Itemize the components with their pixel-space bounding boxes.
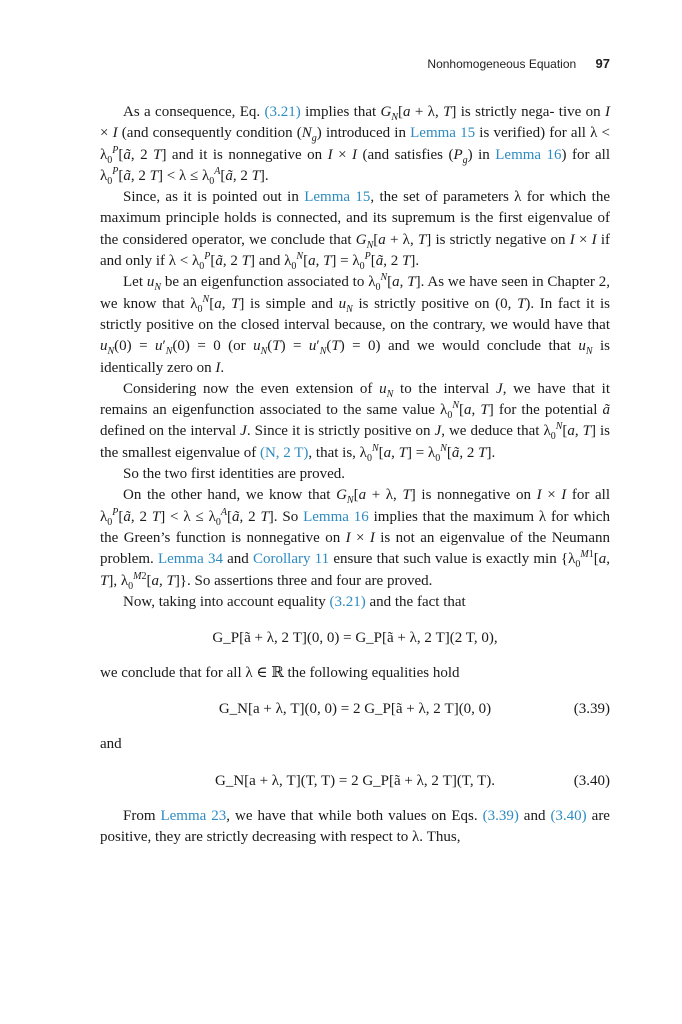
lemma-16-link-2[interactable]: Lemma 16	[303, 508, 369, 525]
equation-3-40-body: G_N[a + λ, T](T, T) = 2 G_P[ã + λ, 2 T](T, T).	[215, 772, 495, 789]
paragraph-9: From Lemma 23, we have that while both values on Eqs. (3.39) and (3.40) are positive, they are strictly decreasing with respect to λ. Thus,	[100, 807, 610, 846]
lemma-34-link[interactable]: Lemma 34	[157, 551, 223, 568]
paragraph-2: Since, as it is pointed out in Lemma 15, the set of parameters λ for which the maximum principle holds is connected, and its supremum is the first eigenvalue of the considered operator, we conclude that $G_N[a + \lambda$, T] is strictly negative on I × I if and only if $\lambda < \lambda_0^P[ã$, 2 T] and $\lambda_0^N[a$, $T] = \lambda_0^P[ã$, 2 T].	[100, 189, 610, 273]
running-header	[100, 56, 610, 71]
running-title: Nonhomogeneous Equation	[427, 57, 577, 71]
eq-3-21-link-2[interactable]: (3.21)	[329, 593, 366, 610]
paragraph-3: Let $u_N$ be an eigenfunction associated to $\lambda_0^N[a$, T]. As we have seen in Chapter 2, we know that $\lambda_0^N[a$, T] is simple and $u_N$ is strictly positive on (0, T). In fact it is strictly positive on the closed interval because, on the contrary, we would have that $u_N(0) = u'_N(0) = 0$ (or $u_N(T) = u'_N(T) = 0$) and we would conclude that $u_N$ is identically zero on I.	[100, 272, 611, 376]
lemma-15-link[interactable]: Lemma 15	[410, 125, 476, 142]
paragraph-5: So the two first identities are proved.	[123, 466, 346, 483]
paragraph-4: Considering now the even extension of $u_N$ to the interval J, we have that it remains an eigenfunction associated to the same value $\lambda_0^N[a$, T] for the potential ã defined on the interval J. Since it is strictly positive on J, we deduce that $\lambda_0^N[a$, T] is the smallest eigenvalue of (N, 2 T), that is, $\lambda_0^N[a$, $T] = \lambda_0^N[ã$, 2 T].	[100, 380, 611, 464]
corollary-11-link[interactable]: Corollary 11	[253, 551, 330, 568]
page-number: 97	[595, 56, 610, 71]
lemma-16-link[interactable]: Lemma 16	[495, 146, 562, 163]
page-body	[100, 102, 610, 848]
eq-3-21-link[interactable]: (3.21)	[264, 104, 301, 120]
paragraph-6: On the other hand, we know that $G_N[a + \lambda$, T] is nonnegative on I × I for all $\lambda_0^P[ã$, 2 $T] < \lambda \le \lambda_0^A[ã$, 2 T]. So Lemma 16 implies that the maximum λ for which the Green’s function is nonnegative on I × I is not an eigenvalue of the Neumann problem. Lemma 34 and Corollary 11 ensure that such value is exactly $\min \{\lambda_0^{M1}[a$, T], $\lambda_0^{M2}[a$, T]}. So assertions three and four are proved.	[100, 487, 611, 592]
eq-3-40-link[interactable]: (3.40)	[550, 807, 587, 824]
paragraph-8: we conclude that for all λ ∈ ℝ the following equalities hold	[100, 665, 460, 682]
equation-gp: G_P[ã + λ, 2 T](0, 0) = G_P[ã + λ, 2 T](2 T, 0),	[212, 630, 498, 647]
eq-3-39-link[interactable]: (3.39)	[482, 807, 519, 824]
equation-3-40-number: (3.40)	[573, 772, 610, 789]
paragraph-and: and	[100, 736, 122, 753]
lemma-23-link[interactable]: Lemma 23	[160, 807, 227, 824]
n-2t-link[interactable]: (N, 2 T)	[259, 444, 309, 461]
paragraph-1: As a consequence, Eq. (3.21) implies that $G_N[a + \lambda$, T] is strictly nega- tive on I × I (and consequently condition $(N_g)$ introduced in Lemma 15 is verified) for all $\lambda < \lambda_0^P[ã$, 2 T] and it is nonnegative on I × I (and satisfies $(P_g)$ in Lemma 16) for all $\lambda_0^P[ã$, 2 $T] < \lambda \le \lambda_0^A[ã$, 2 T].	[100, 104, 610, 187]
paragraph-7: Now, taking into account equality (3.21) and the fact that	[123, 593, 466, 610]
equation-3-40	[100, 770, 610, 792]
equation-3-39-body: G_N[a + λ, T](0, 0) = 2 G_P[ã + λ, 2 T](0, 0)	[218, 701, 492, 718]
lemma-15-link-2[interactable]: Lemma 15	[304, 189, 371, 206]
equation-3-39	[100, 698, 610, 720]
equation-3-39-number: (3.39)	[573, 701, 610, 718]
